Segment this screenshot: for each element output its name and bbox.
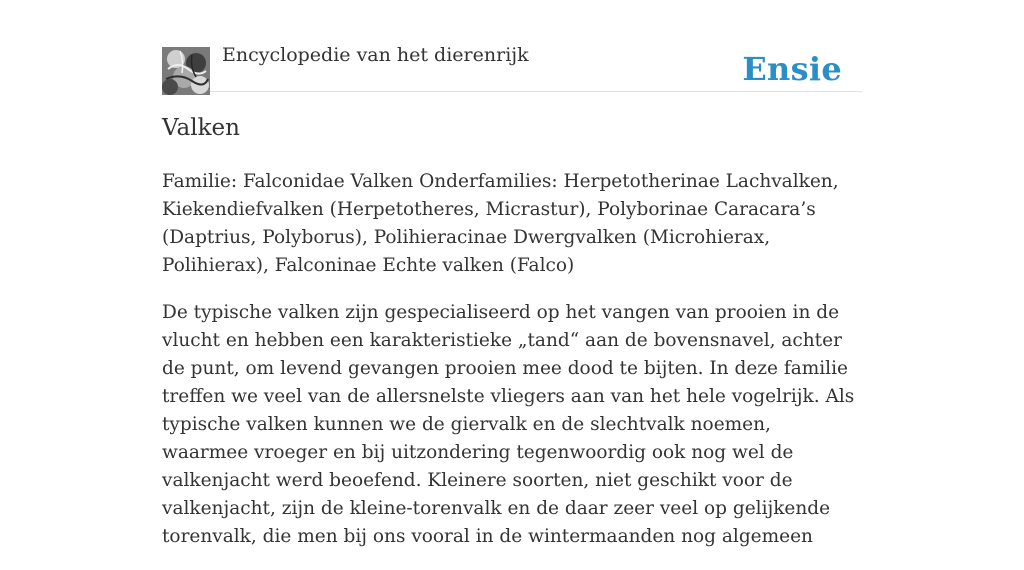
article-paragraph: De typische valken zijn gespecialiseerd op het vangen van prooien in de vlucht en hebben een karakteristieke „tand“ aan de bovensnavel, achter de punt, om levend gevangen prooien mee dood te bijten. In deze familie treffen we veel van de allersnelste vliegers aan van het hele vogelrijk. Als typische valken kunnen we de giervalk en de slechtvalk noemen, waarmee vroeger en bij uitzondering tegenwoordig ook nog wel de valkenjacht werd beoefend. Kleinere soorten, niet geschikt voor de valkenjacht, zijn de kleine-torenvalk en de daar zeer veel op gelijkende torenvalk, die men bij ons vooral in de wintermaanden nog algemeen <box>162 302 855 547</box>
page <box>162 0 862 547</box>
article-content <box>162 168 862 570</box>
animal-engraving-avatar-icon[interactable] <box>162 47 210 95</box>
article-title: Valken <box>162 115 240 141</box>
source-title[interactable]: Encyclopedie van het dierenrijk <box>222 44 529 66</box>
brand-logo[interactable]: Ensie <box>742 50 842 88</box>
avatar-image <box>162 47 210 95</box>
article-paragraph: Familie: Falconidae Valken Onderfamilies: Herpetotherinae Lachvalken, Kiekendiefvalken (Herpetotheres, Micrastur), Polyborinae Caracara’s (Daptrius, Polyborus), Polihieracinae Dwergvalken (Microhierax, Polihierax), Falconinae Echte valken (Falco) <box>162 171 839 276</box>
header <box>162 0 862 92</box>
